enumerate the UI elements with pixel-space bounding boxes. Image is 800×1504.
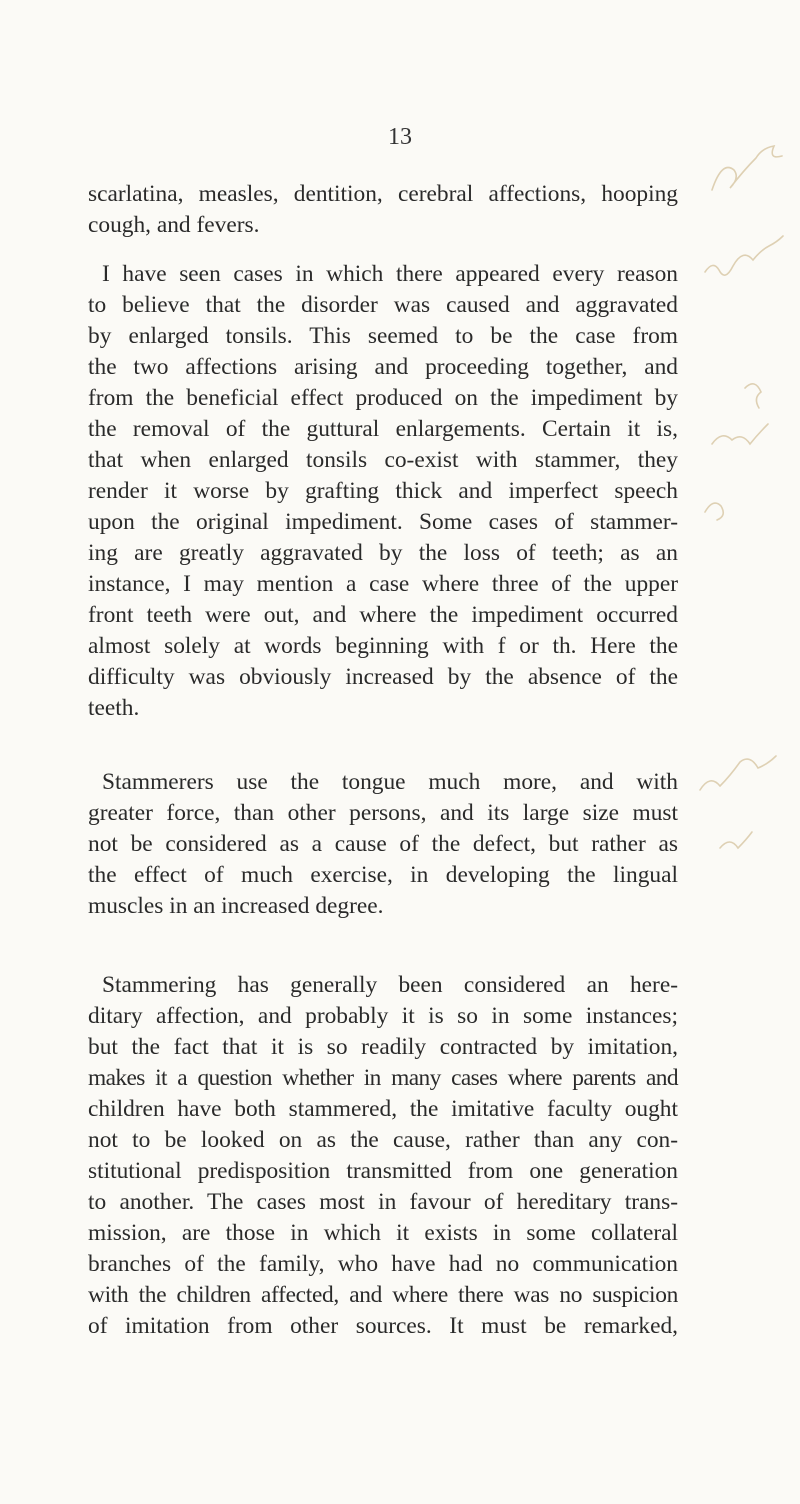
paragraph-2 bbox=[88, 259, 678, 724]
text-line: Stammerers use the tongue much more, and with bbox=[102, 769, 678, 795]
bleed-mark bbox=[700, 756, 776, 790]
text-line: almost solely at words beginning with f or th. Here the bbox=[88, 633, 678, 659]
text-line: not be considered as a cause of the defect, but rather as bbox=[88, 831, 678, 857]
text-line: branches of the family, who have had no communication bbox=[88, 1251, 678, 1277]
text-line: not to be looked on as the cause, rather than any con- bbox=[88, 1127, 678, 1153]
text-line: the effect of much exercise, in developing the lingual bbox=[88, 862, 678, 888]
text-line: but the fact that it is so readily contracted by imitation, bbox=[88, 1034, 678, 1060]
text-line: cough, and fevers. bbox=[88, 212, 260, 238]
bleed-mark bbox=[745, 384, 761, 408]
page-number: 13 bbox=[388, 124, 412, 150]
text-line: by enlarged tonsils. This seemed to be the case from bbox=[88, 323, 678, 349]
text-line: instance, I may mention a case where three of the upper bbox=[88, 571, 678, 597]
bleed-mark bbox=[712, 146, 782, 190]
bleed-mark bbox=[712, 424, 768, 444]
bleed-mark bbox=[705, 236, 783, 275]
text-line: the two affections arising and proceeding together, and bbox=[88, 354, 678, 380]
text-line: children have both stammered, the imitative faculty ought bbox=[88, 1096, 678, 1122]
text-line: front teeth were out, and where the impediment occurred bbox=[88, 602, 678, 628]
text-line: render it worse by grafting thick and imperfect speech bbox=[88, 478, 678, 504]
text-line: to another. The cases most in favour of hereditary trans- bbox=[88, 1189, 678, 1215]
text-line: difficulty was obviously increased by the absence of the bbox=[88, 664, 678, 690]
text-line: the removal of the guttural enlargements. Certain it is, bbox=[88, 416, 678, 442]
paragraph-3 bbox=[88, 767, 678, 922]
text-line: I have seen cases in which there appeared every reason bbox=[102, 261, 678, 287]
paragraph-1 bbox=[88, 179, 678, 241]
text-line: greater force, than other persons, and its large size must bbox=[88, 800, 678, 826]
text-line: muscles in an increased degree. bbox=[88, 893, 384, 919]
text-line: stitutional predisposition transmitted from one generation bbox=[88, 1158, 678, 1184]
text-line: mission, are those in which it exists in some collateral bbox=[88, 1220, 678, 1246]
text-line: ing are greatly aggravated by the loss of teeth; as an bbox=[88, 540, 678, 566]
text-line: makes it a question whether in many cases where parents and bbox=[88, 1065, 678, 1091]
text-line: from the beneficial effect produced on the impediment by bbox=[88, 385, 678, 411]
text-line: with the children affected, and where there was no suspicion bbox=[88, 1282, 678, 1308]
text-line: scarlatina, measles, dentition, cerebral affections, hooping bbox=[88, 181, 678, 207]
paragraph-4 bbox=[88, 970, 678, 1342]
text-line: ditary affection, and probably it is so in some instances; bbox=[88, 1003, 678, 1029]
bleed-mark bbox=[705, 503, 723, 520]
text-line: that when enlarged tonsils co-exist with stammer, they bbox=[88, 447, 678, 473]
bleed-mark bbox=[720, 832, 752, 848]
text-line: of imitation from other sources. It must be remarked, bbox=[88, 1313, 678, 1339]
text-line: Stammering has generally been considered an here- bbox=[102, 972, 678, 998]
text-line: to believe that the disorder was caused and aggravated bbox=[88, 292, 678, 318]
text-line: teeth. bbox=[88, 695, 140, 721]
text-line: upon the original impediment. Some cases of stammer- bbox=[88, 509, 678, 535]
